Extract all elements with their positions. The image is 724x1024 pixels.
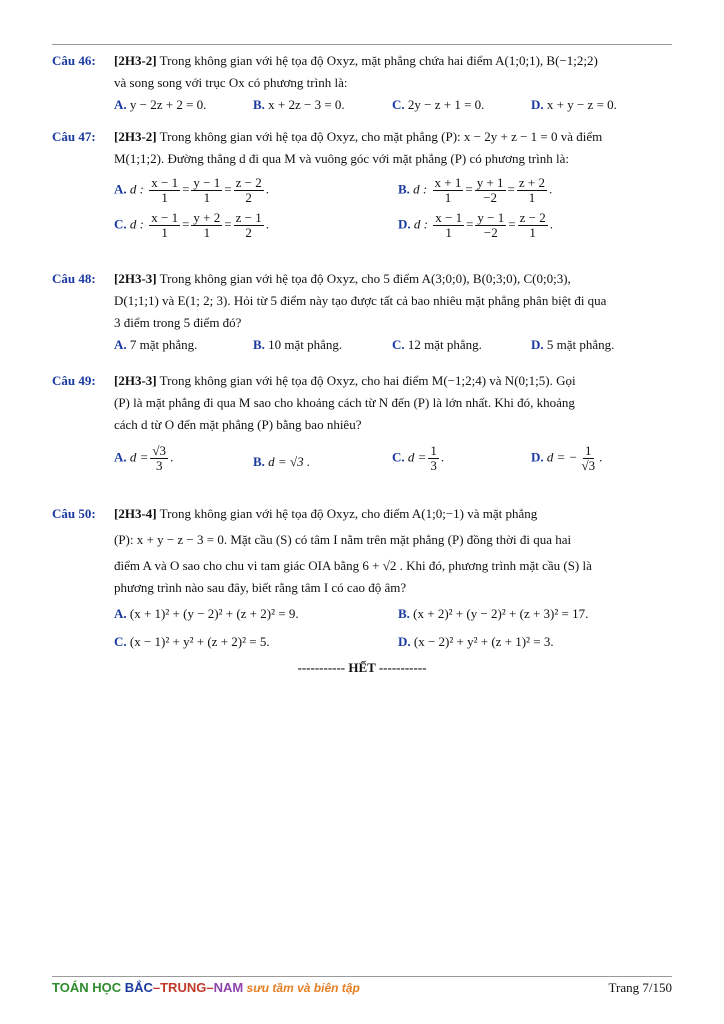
difficulty-tag: [2H3-4] — [114, 506, 157, 521]
footer — [52, 980, 672, 996]
difficulty-tag: [2H3-2] — [114, 53, 157, 68]
option-a: A. (x + 1)² + (y − 2)² + (z + 2)² = 9. — [114, 606, 299, 621]
question-text: Trong không gian với hệ tọa độ Oxyz, cho điểm A(1;0;−1) và mặt phẳng — [159, 506, 538, 521]
option-d: D. d = − $\frac{1}{√3}$ . — [531, 443, 603, 473]
question-text-cont: điểm A và O sao cho chu vi tam giác OIA bằng 6 + √2 . Khi đó, phương trình mặt cầu (S) là — [114, 558, 592, 573]
difficulty-tag: [2H3-2] — [114, 129, 157, 144]
question-50 — [52, 503, 672, 653]
question-text: Trong không gian với hệ tọa độ Oxyz, cho 5 điểm A(3;0;0), B(0;3;0), C(0;0;3), — [159, 271, 571, 286]
option-a: A. y − 2z + 2 = 0. — [114, 97, 207, 112]
question-text-cont: 3 điểm trong 5 điểm đó? — [114, 315, 242, 330]
difficulty-tag: [2H3-3] — [114, 373, 157, 388]
option-c: C. d : $\frac{x - 1}{1}$ = $\frac{y + 2}{1}$ = $\frac{z - 1}{2}$ . — [114, 210, 269, 240]
question-text: Trong không gian với hệ tọa độ Oxyz, cho mặt phẳng (P): x − 2y + z − 1 = 0 và điểm — [159, 129, 603, 144]
question-text-cont: D(1;1;1) và E(1; 2; 3). Hỏi từ 5 điểm này tạo được tất cả bao nhiêu mặt phẳng phân biệt đi qua — [114, 293, 607, 308]
question-number: Câu 50: — [52, 506, 96, 521]
question-number: Câu 49: — [52, 373, 96, 388]
option-a: A. d = $\frac{√3}{3}$ . — [114, 443, 174, 473]
page-number: Trang 7/150 — [608, 980, 672, 995]
option-b: B. 10 mặt phẳng. — [253, 337, 343, 352]
question-text-cont: và song song với trục Ox có phương trình là: — [114, 75, 348, 90]
difficulty-tag: [2H3-3] — [114, 271, 157, 286]
question-48 — [52, 268, 672, 356]
option-a: A. 7 mặt phẳng. — [114, 337, 198, 352]
option-c: C. 2y − z + 1 = 0. — [392, 97, 485, 112]
question-47 — [52, 126, 672, 240]
option-b: B. x + 2z − 3 = 0. — [253, 97, 345, 112]
end-marker: ----------- HẾT ----------- — [297, 660, 427, 675]
question-text-cont: M(1;1;2). Đường thẳng d đi qua M và vuông góc với mặt phẳng (P) có phương trình là: — [114, 151, 569, 166]
question-text: Trong không gian với hệ tọa độ Oxyz, cho hai điểm M(−1;2;4) và N(0;1;5). Gọi — [159, 373, 576, 388]
footer-rule — [52, 976, 672, 977]
question-text-cont: (P) là mặt phẳng đi qua M sao cho khoảng cách từ N đến (P) là lớn nhất. Khi đó, khoảng — [114, 395, 575, 410]
question-number: Câu 46: — [52, 53, 96, 68]
option-d: D. (x − 2)² + y² + (z + 1)² = 3. — [398, 634, 554, 649]
question-46 — [52, 50, 672, 116]
question-text-cont: phương trình nào sau đây, biết rằng tâm I có cao độ âm? — [114, 580, 407, 595]
option-c: C. (x − 1)² + y² + (z + 2)² = 5. — [114, 634, 270, 649]
question-number: Câu 47: — [52, 129, 96, 144]
option-d: D. d : $\frac{x - 1}{1}$ = $\frac{y - 1}{-2}$ = $\frac{z - 2}{1}$ . — [398, 210, 553, 240]
question-text-cont: (P): x + y − z − 3 = 0. Mặt cầu (S) có tâm I nằm trên mặt phẳng (P) đồng thời đi qua hai — [114, 532, 572, 547]
option-d: D. 5 mặt phẳng. — [531, 337, 615, 352]
question-text: Trong không gian với hệ tọa độ Oxyz, mặt phẳng chứa hai điểm A(1;0;1), B(−1;2;2) — [159, 53, 598, 68]
option-c: C. d = $\frac{1}{3}$ . — [392, 443, 445, 473]
footer-brand: TOÁN HỌC BẮC–TRUNG–NAM sưu tầm và biên tập — [52, 980, 360, 995]
option-a: A. d : $\frac{x - 1}{1}$ = $\frac{y - 1}{1}$ = $\frac{z - 2}{2}$ . — [114, 175, 269, 205]
question-text-cont: cách d từ O đến mặt phẳng (P) bằng bao nhiêu? — [114, 417, 362, 432]
question-number: Câu 48: — [52, 271, 96, 286]
header-rule — [52, 44, 672, 45]
option-c: C. 12 mặt phẳng. — [392, 337, 482, 352]
option-b: B. d = √3 . — [253, 454, 311, 469]
option-b: B. d : $\frac{x + 1}{1}$ = $\frac{y + 1}{-2}$ = $\frac{z + 2}{1}$ . — [398, 175, 553, 205]
question-49 — [52, 370, 672, 473]
option-b: B. (x + 2)² + (y − 2)² + (z + 3)² = 17. — [398, 606, 589, 621]
option-d: D. x + y − z = 0. — [531, 97, 617, 112]
